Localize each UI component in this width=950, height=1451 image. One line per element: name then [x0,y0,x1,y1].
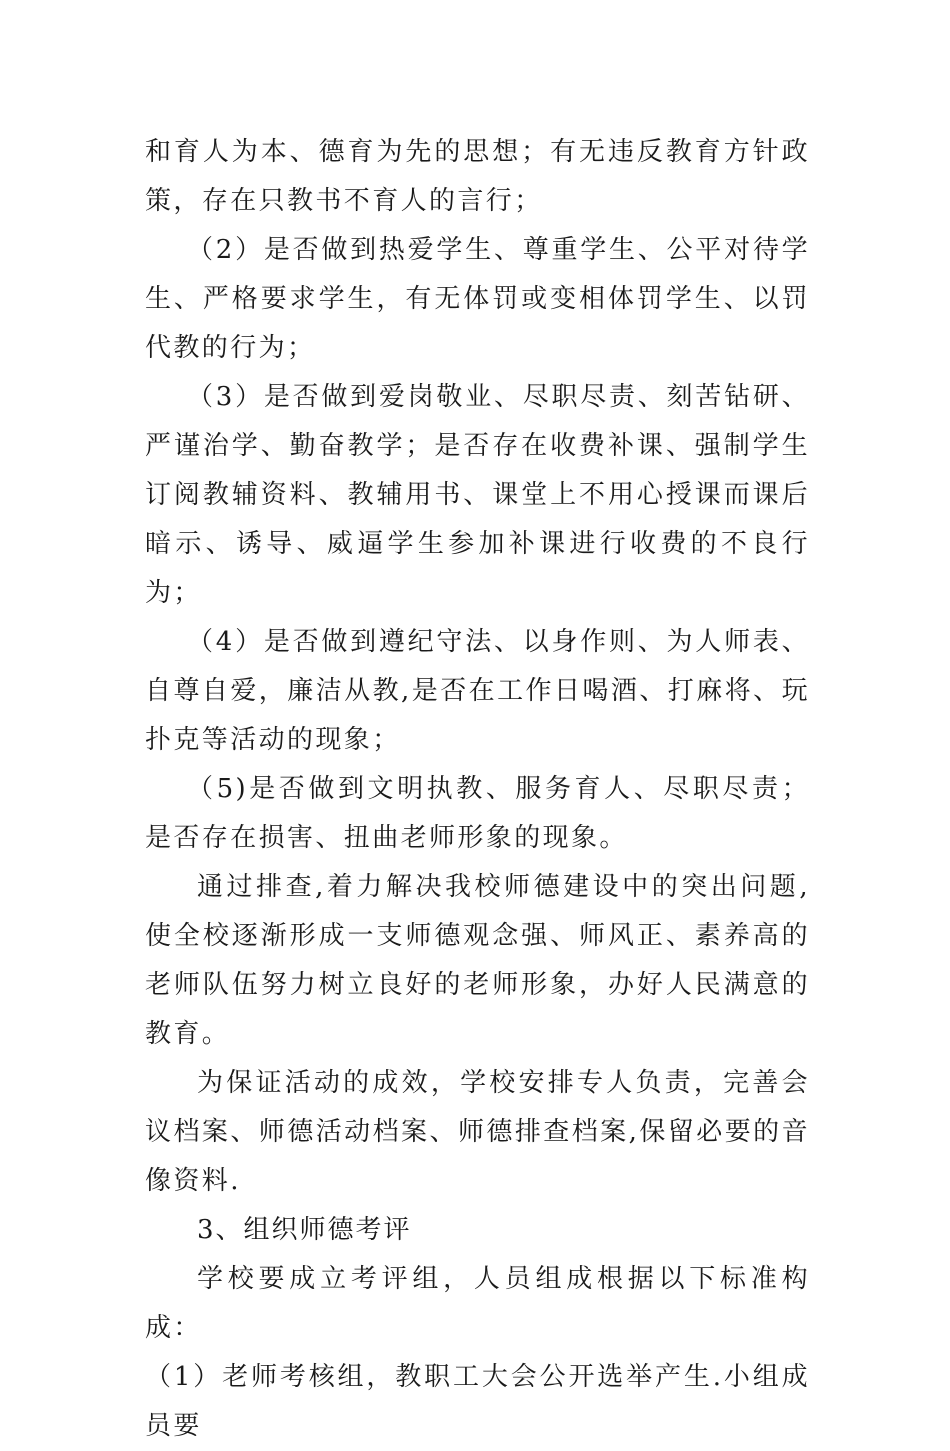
document-body [145,128,810,1451]
paragraph-item-5: （5)是否做到文明执教、服务育人、尽职尽责；是否存在损害、扭曲老师形象的现象。 [145,774,810,853]
paragraph-item-2: （2）是否做到热爱学生、尊重学生、公平对待学生、严格要求学生，有无体罚或变相体罚学生、以罚代教的行为； [145,235,810,363]
paragraph-item-3: （3）是否做到爱岗敬业、尽职尽责、刻苦钻研、严谨治学、勤奋教学；是否存在收费补课、强制学生订阅教辅资料、教辅用书、课堂上不用心授课而课后暗示、诱导、威逼学生参加补课进行收费的不良行为； [145,382,810,608]
section-heading-evaluation: 3、组织师德考评 [197,1215,412,1245]
paragraph-item-4: （4）是否做到遵纪守法、以身作则、为人师表、自尊自爱，廉洁从教,是否在工作日喝酒、打麻将、玩扑克等活动的现象； [145,627,810,755]
paragraph-teacher-assessment: （1）老师考核组，教职工大会公开选举产生.小组成员要 [145,1362,810,1441]
paragraph-archives: 为保证活动的成效，学校安排专人负责，完善会议档案、师德活动档案、师德排查档案,保留必要的音像资料. [145,1068,810,1196]
paragraph-investigation: 通过排查,着力解决我校师德建设中的突出问题,使全校逐渐形成一支师德观念强、师风正、素养高的老师队伍努力树立良好的老师形象，办好人民满意的教育。 [145,872,810,1049]
paragraph-evaluation-group: 学校要成立考评组，人员组成根据以下标准构成： [145,1264,810,1343]
paragraph-continuation: 和育人为本、德育为先的思想；有无违反教育方针政策，存在只教书不育人的言行； [145,137,810,216]
